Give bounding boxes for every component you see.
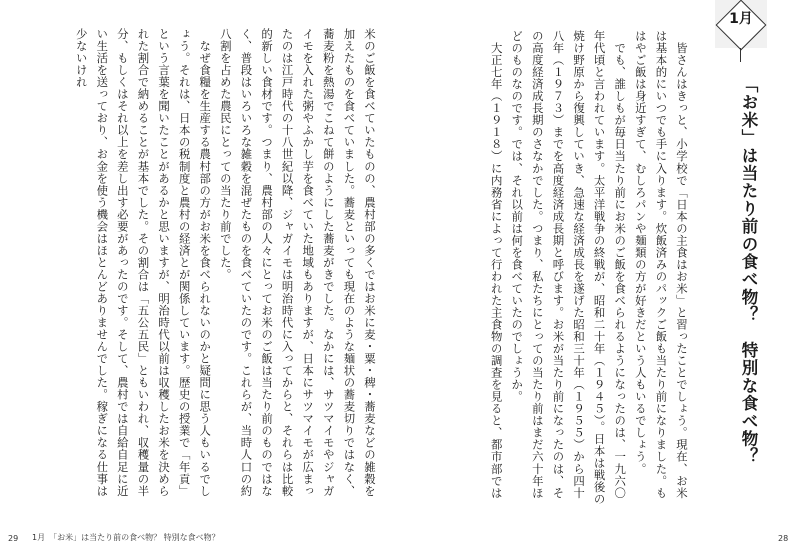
right-page-body-text: 皆さんはきっと、小学校で「日本の主食はお米」と習ったことでしょう。現在、お米は基本的にいつでも手に入ります。炊飯済みのパックご飯も当たり前になりました。もはやご飯は身近すぎて、むしろパンや麺類の方が好きだという人もいるでしょう。 でも、誰しもが毎日当たり前にお米のご飯を食べられるようになったのは、一九六〇年代頃と言われています。太平洋戦争の終戦が、昭和二十年（１９４５）。日本は戦後の焼け野原から復興していき、急速な経済成長を遂げた昭和三十年（１９５５）から四十八年（１９７３）までを高度経済成長期と呼びます。お米が当たり前になったのは、その高度経済成長期のさなかでした。つまり、私たちにとっての当たり前はまだ六十年ほどのものなのです。では、それ以前は何を食べていたのでしょうか。 大正七年（１９１８）に内務省によって行われた主食物の調査を見ると、都市部では <box>489 30 689 506</box>
chapter-badge-stem <box>740 48 741 62</box>
right-page <box>400 0 800 548</box>
running-head: 1月 「お米」は当たり前の食べ物？ 特別な食べ物？ <box>32 533 220 542</box>
page-number-left: 29 <box>8 534 19 543</box>
chapter-title: 「お米」は当たり前の食べ物？ 特別な食べ物？ <box>739 76 758 466</box>
left-page-body-text: 米のご飯を食べていたものの、農村部の多くではお米に麦・粟・稗・蕎麦などの雑穀を加えたものを食べていました。蕎麦といっても現在のような麺状の蕎麦切りではなく、蕎麦粉を熱湯でこねて餅のようにした蕎麦がきでした。なかには、サツマイモやジャガイモを入れた粥やふかし芋を食べていた地域もありますが、日本にサツマイモが広まったのは江戸時代の十八世紀以降、ジャガイモは明治時代に入ってからと、それらは比較的新しい食材です。つまり、農村部の人々にとってお米のご飯は当たり前のものではなく、普段はいろいろな雑穀を混ぜたものを食べていたのです。これらが、当時人口の約八割を占めた農民にとっての当たり前でした。 なぜ食糧を生産する農村部の方がお米を食べられないのかと疑問に思う人もいるでしょう。それは、日本の税制度と農村の経済とが関係しています。歴史の授業で「年貢」という言葉を聞いたことがあるかと思いますが、明治時代以前は収穫したお米を決められた割合で納めることが基本でした。その割合は「五公五民」ともいわれ、収穫量の半分、もしくはそれ以上を差し出す必要があったのです。そして、農村では自給自足に近い生活を送っており、お金を使う機会はほとんどありませんでした。稼ぎになる仕事は少ないけれ <box>74 28 377 497</box>
chapter-badge <box>715 0 767 48</box>
chapter-number: 1月 <box>729 11 753 27</box>
page-number-right: 28 <box>778 534 789 543</box>
